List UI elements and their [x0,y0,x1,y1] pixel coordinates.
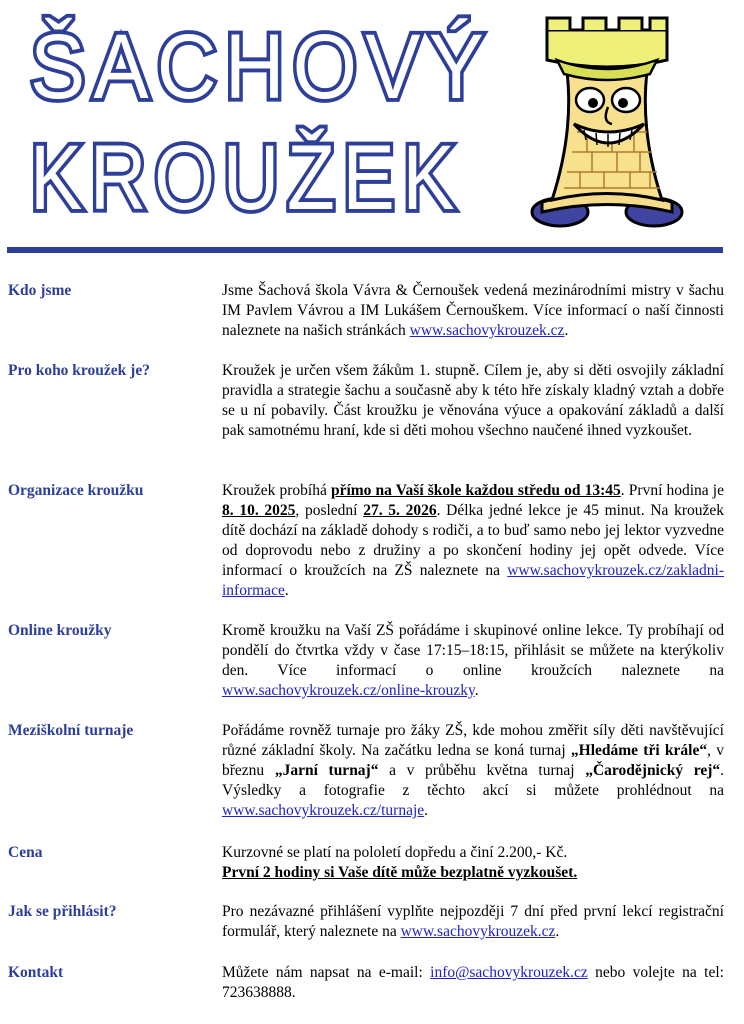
title-line-2: KROUŽEK [30,127,463,230]
section-label: Online kroužky [8,622,112,639]
text-run: Pořádáme rovněž turnaje pro žáky ZŠ, kde mohou změřit síly děti navštěvující různé základní školy. Na začátku ledna se koná turnaj [222,722,724,759]
chess-rook-mascot-icon [522,12,692,232]
text-run: Pro nezávazné přihlášení vyplňte nejpozději 7 dní před první lekcí registrační formulář, který naleznete na [222,903,724,940]
tournament-name: „Jarní turnaj“ [274,762,379,779]
section-label: Kdo jsme [8,282,72,299]
text-run: Kroužek probíhá [222,482,331,499]
text-run: Kromě kroužku na Vaší ZŠ pořádáme i skupinové online lekce. Ty probíhají od pondělí do čtvrtka vždy v čase 17:15–18:15, přihlásit se můžete na kterýkoliv den. Více informací o online kroužcích naleznete na [222,622,724,679]
text-run: . [474,682,479,699]
text-run: nebo volejte na tel: 723638888. [222,964,724,1001]
online-link[interactable]: www.sachovykrouzek.cz/online-krouzky [222,682,475,699]
last-lesson-date: 27. 5. 2026 [363,502,437,519]
text-run: Můžete nám napsat na e-mail: [222,964,431,981]
schedule-highlight: přímo na Vaší škole každou středu od 13:45 [330,482,621,499]
section-text [222,843,724,883]
title-line-1: ŠACHOVÝ [30,16,492,119]
section-text [222,721,724,821]
text-run: . První hodina je [620,482,724,499]
section-label: Jak se přihlásit? [8,903,117,920]
section-label: Cena [8,844,43,861]
section-text: Kroužek je určen všem žákům 1. stupně. Cílem je, aby si děti osvojily základní pravidla a strategie šachu a současně aby k této hře získaly kladný vztah a dobře se u ní pobavily. Část kroužku je věnována výuce a opakování základů a další pak samotnému hraní, kde si děti mohou všechno naučené ihned vyzkoušet. [222,362,724,439]
text-run: . Délka jedné lekce je 45 minut. Na kroužek dítě dochází na základě dohody s rodiči, a to buď samo nebo jej lektor vyzvedne od doprovodu nebo z družiny a po skončení hodiny jej opět odvede. Více informací o kroužcích na ZŠ naleznete na [222,502,725,579]
section-label: Organizace kroužku [8,482,144,499]
registration-link[interactable]: www.sachovykrouzek.cz [400,923,556,940]
text-run: , v březnu [222,742,724,779]
tournament-link[interactable]: www.sachovykrouzek.cz/turnaje [222,802,425,819]
section-label: Kontakt [8,964,64,981]
text-run: a v průběhu května turnaj [378,762,586,779]
text-run: . [424,802,429,819]
tournament-name: „Čarodějnický rej“ [585,762,721,779]
text-run: . [284,582,289,599]
first-lesson-date: 8. 10. 2025 [222,502,296,519]
section-text [222,281,724,341]
header-rule [7,247,723,253]
info-link[interactable]: www.sachovykrouzek.cz/zakladni-informace [222,562,724,599]
section-text [222,621,724,701]
text-run: , poslední [295,502,364,519]
website-link[interactable]: www.sachovykrouzek.cz [409,322,565,339]
price-text: Kurzovné se platí na pololetí dopředu a činí 2.200,- Kč. [222,844,568,861]
section-text [222,481,724,601]
header [0,0,744,250]
text-run: . [564,322,569,339]
text-run: . [555,923,560,940]
section-text [222,963,724,1003]
section-label: Meziškolní turnaje [8,722,134,739]
tournament-name: „Hledáme tři krále“ [570,742,708,759]
text-run: Jsme Šachová škola Vávra & Černoušek vedená mezinárodními mistry v šachu IM Pavlem Vávrou a IM Lukášem Černouškem. Více informací o naší činnosti naleznete na našich stránkách [222,282,724,339]
section-text [222,902,724,942]
email-link[interactable]: info@sachovykrouzek.cz [430,964,588,981]
free-trial-text: První 2 hodiny si Vaše dítě může bezplatně vyzkoušet. [222,864,578,881]
section-label: Pro koho kroužek je? [8,362,150,379]
text-run: . Výsledky a fotografie z těchto akcí si můžete prohlédnout na [222,762,725,799]
